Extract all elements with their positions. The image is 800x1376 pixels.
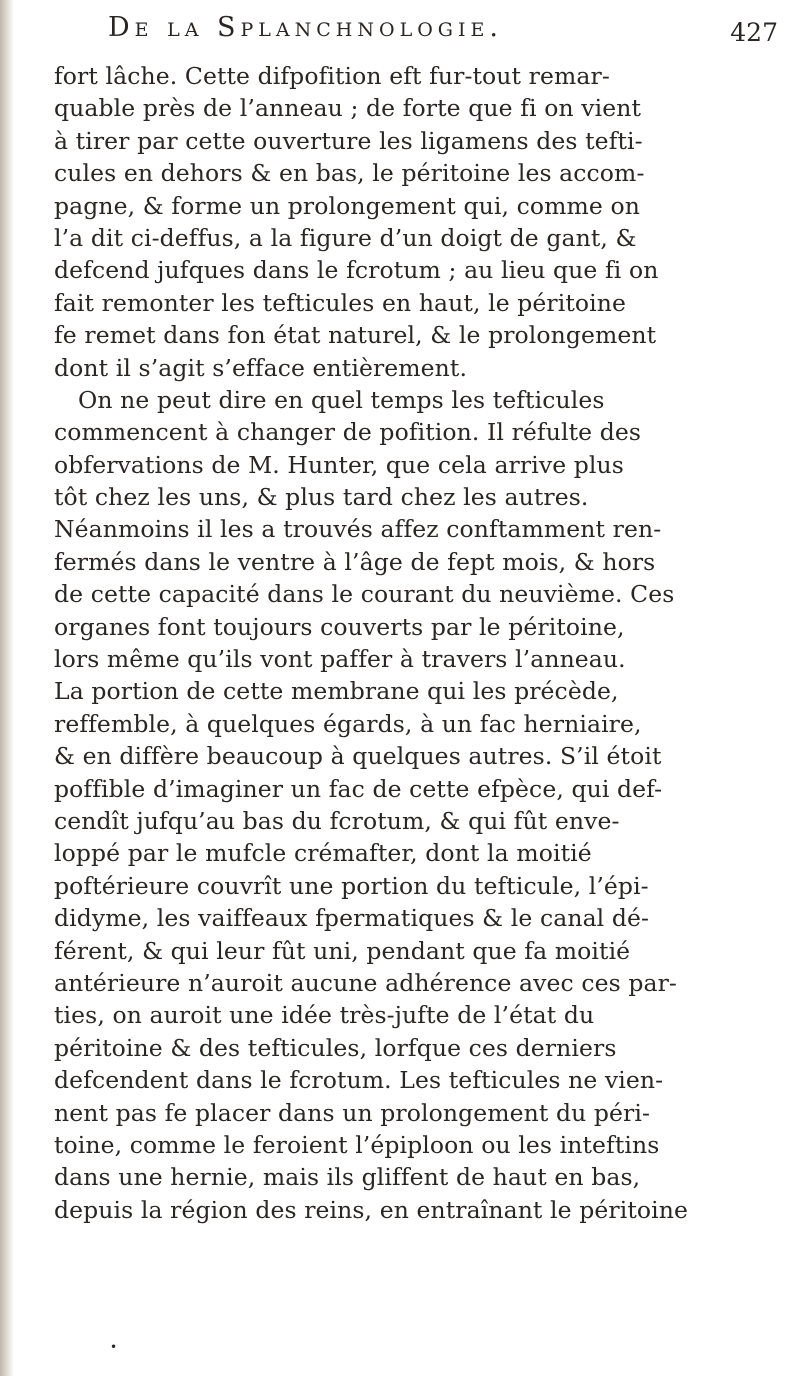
text-line: depuis la région des reins, en entraînant le péritoine	[54, 1195, 688, 1224]
text-line: dans une hernie, mais ils gliffent de haut en bas,	[54, 1163, 641, 1192]
text-line: loppé par le mufcle crémafter, dont la moitié	[54, 839, 592, 868]
text-line: cendît jufqu’au bas du fcrotum, & qui fût enve-	[54, 806, 620, 835]
text-line: antérieure n’auroit aucune adhérence avec ces par-	[54, 968, 677, 997]
text-line: tôt chez les uns, & plus tard chez les autres.	[54, 483, 589, 512]
running-title: De la Splanchnologie.	[108, 12, 503, 43]
text-line: Néanmoins il les a trouvés affez conftamment ren-	[54, 515, 662, 544]
text-line: didyme, les vaiffeaux fpermatiques & le canal dé-	[54, 904, 650, 933]
body-text	[54, 60, 778, 1226]
text-line: pagne, & forme un prolongement qui, comme on	[54, 191, 640, 220]
text-line: à tirer par cette ouverture les ligamens des tefti-	[54, 126, 643, 155]
text-line: férent, & qui leur fût uni, pendant que fa moitié	[54, 936, 631, 965]
text-line: l’a dit ci-deffus, a la figure d’un doigt de gant, &	[54, 223, 637, 252]
text-line: de cette capacité dans le courant du neuvième. Ces	[54, 580, 675, 609]
page-number: 427	[730, 18, 778, 47]
text-line: fermés dans le ventre à l’âge de fept mois, & hors	[54, 547, 656, 576]
text-line: defcend jufques dans le fcrotum ; au lieu que fi on	[54, 256, 659, 285]
text-line: lors même qu’ils vont paffer à travers l’anneau.	[54, 645, 626, 674]
text-line: ties, on auroit une idée très-jufte de l’état du	[54, 1001, 595, 1030]
text-line: reffemble, à quelques égards, à un fac herniaire,	[54, 709, 642, 738]
text-line: fort lâche. Cette difpofition eft fur-tout remar-	[54, 62, 610, 90]
text-line: poftérieure couvrît une portion du tefticule, l’épi-	[54, 871, 649, 900]
text-line: toine, comme le feroient l’épiploon ou les inteftins	[54, 1130, 660, 1159]
text-line: defcendent dans le fcrotum. Les tefticules ne vien-	[54, 1066, 664, 1095]
text-line: péritoine & des tefticules, lorfque ces derniers	[54, 1033, 617, 1062]
text-line: obfervations de M. Hunter, que cela arrive plus	[54, 450, 624, 479]
text-line: fe remet dans fon état naturel, & le prolongement	[54, 321, 657, 350]
text-line: dont il s’agit s’efface entièrement.	[54, 353, 468, 382]
text-line: La portion de cette membrane qui les précède,	[54, 677, 619, 706]
text-line: poffible d’imaginer un fac de cette efpèce, qui def-	[54, 774, 663, 803]
text-line: & en diffère beaucoup à quelques autres. S’il étoit	[54, 742, 662, 771]
text-line: nent pas fe placer dans un prolongement du péri-	[54, 1098, 651, 1127]
text-line: cules en dehors & en bas, le péritoine les accom-	[54, 159, 645, 188]
text-line: commencent à changer de pofition. Il réfulte des	[54, 418, 642, 447]
text-line: On ne peut dire en quel temps les tefticules	[78, 385, 605, 414]
text-line: quable près de l’anneau ; de forte que fi on vient	[54, 94, 642, 123]
text-line: organes font toujours couverts par le péritoine,	[54, 612, 625, 641]
printer-mark: •	[110, 1340, 118, 1354]
text-line: fait remonter les tefticules en haut, le péritoine	[54, 288, 627, 317]
binding-shadow	[0, 0, 14, 1376]
page-header	[108, 12, 778, 58]
